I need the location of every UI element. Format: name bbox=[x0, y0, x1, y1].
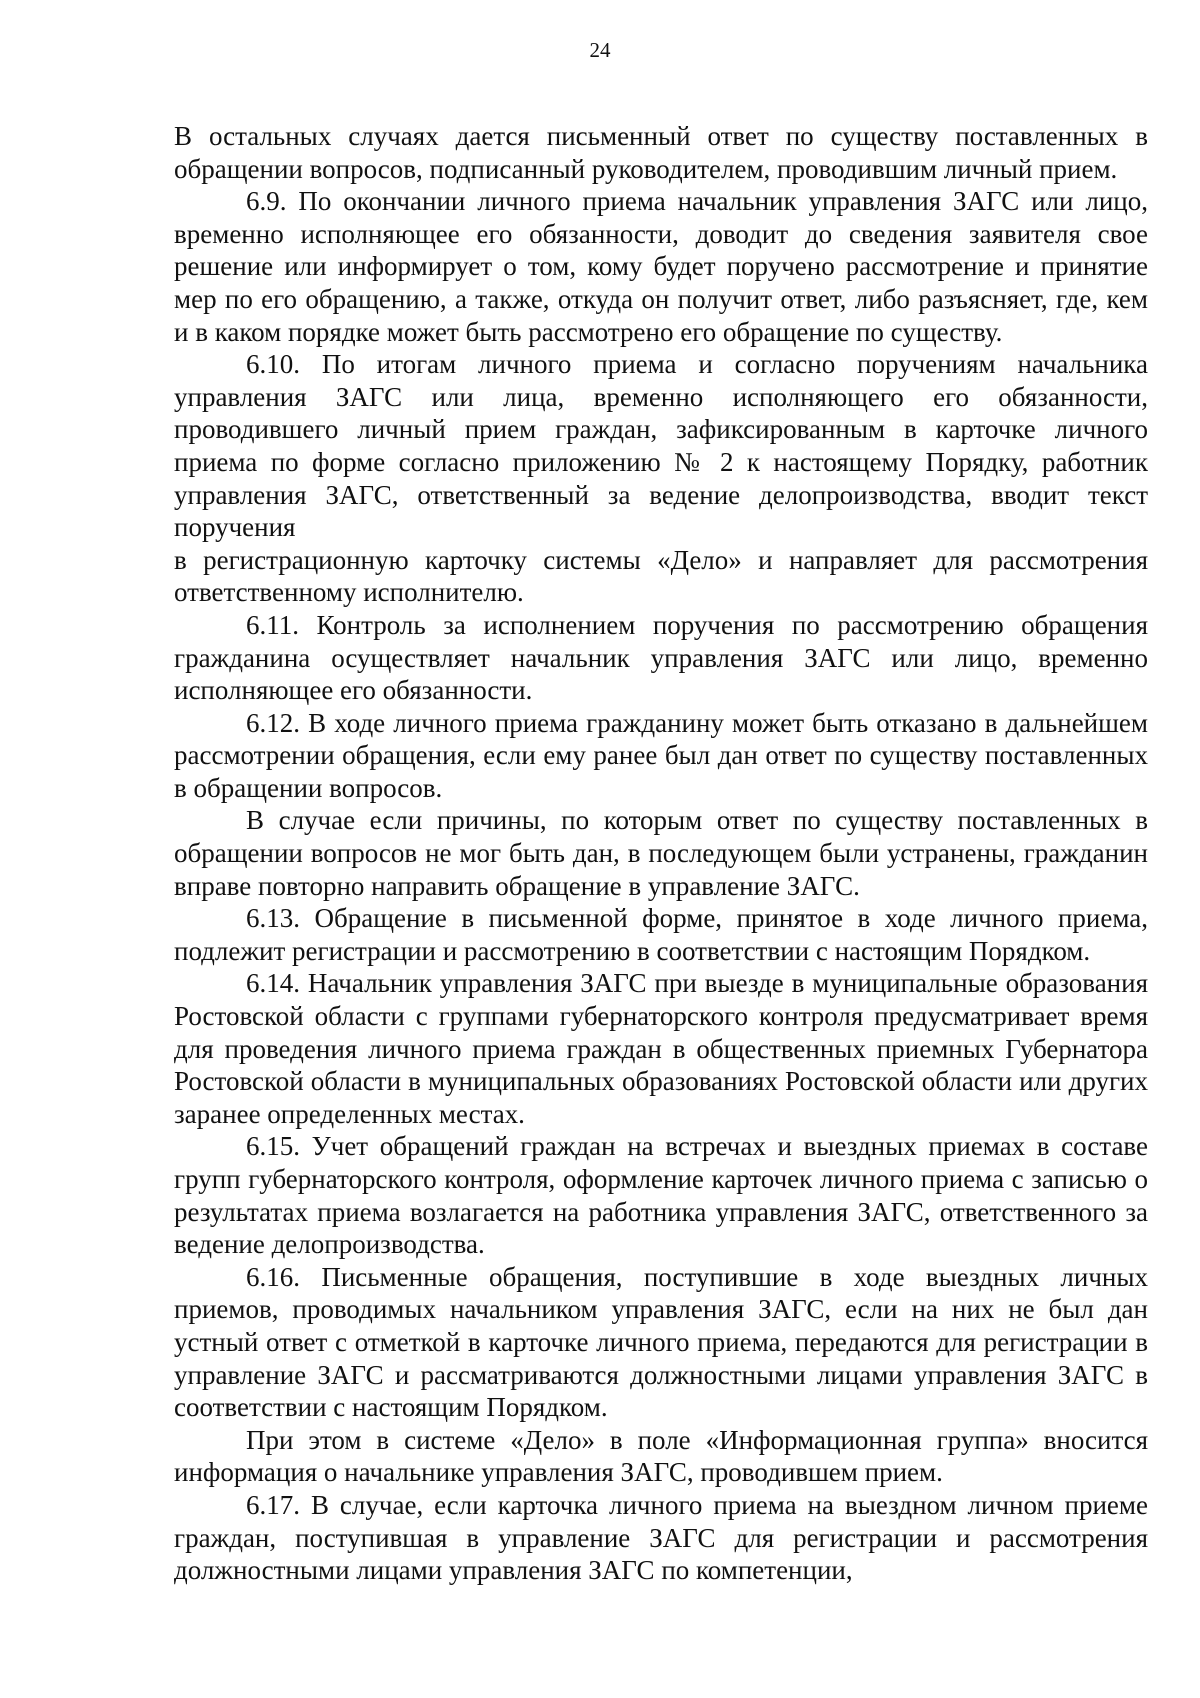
paragraph: При этом в системе «Дело» в поле «Информационная группа» вносится информация о начальнике управления ЗАГС, проводившем прием. bbox=[174, 1424, 1148, 1488]
paragraph: в регистрационную карточку системы «Дело» и направляет для рассмотрения ответственному исполнителю. bbox=[174, 544, 1148, 608]
paragraph-6-15: 6.15. Учет обращений граждан на встречах и выездных приемах в составе групп губернаторского контроля, оформление карточек личного приема с записью о результатах приема возлагается на работника управления ЗАГС, ответственного за ведение делопроизводства. bbox=[174, 1131, 1148, 1260]
paragraph: В остальных случаях дается письменный ответ по существу поставленных в обращении вопросов, подписанный руководителем, проводившим личный прием. bbox=[174, 121, 1148, 184]
page-number: 24 bbox=[589, 38, 611, 62]
paragraph-6-13: 6.13. Обращение в письменной форме, принятое в ходе личного приема, подлежит регистрации и рассмотрению в соответствии с настоящим Порядком. bbox=[174, 903, 1148, 966]
paragraph-6-9: 6.9. По окончании личного приема начальник управления ЗАГС или лицо, временно исполняющее его обязанности, доводит до сведения заявителя свое решение или информирует о том, кому будет поручено рассмотрение и принятие мер по его обращению, а также, откуда он получит ответ, либо разъясняет, где, кем и в каком порядке может быть рассмотрено его обращение по существу. bbox=[174, 186, 1148, 347]
paragraph-6-11: 6.11. Контроль за исполнением поручения по рассмотрению обращения гражданина осуществляет начальник управления ЗАГС или лицо, временно исполняющее его обязанности. bbox=[174, 609, 1148, 706]
paragraph-6-10: 6.10. По итогам личного приема и согласно поручениям начальника управления ЗАГС или лица, временно исполняющего его обязанности, проводившего личный прием граждан, зафиксированным в карточке личного приема по форме согласно приложению № 2 к настоящему Порядку, работник управления ЗАГС, ответственный за ведение делопроизводства, вводит текст поручения bbox=[174, 349, 1148, 543]
paragraph: В случае если причины, по которым ответ по существу поставленных в обращении вопросов не мог быть дан, в последующем были устранены, гражданин вправе повторно направить обращение в управление ЗАГС. bbox=[174, 805, 1148, 901]
paragraph-6-16: 6.16. Письменные обращения, поступившие в ходе выездных личных приемов, проводимых начальником управления ЗАГС, если на них не был дан устный ответ с отметкой в карточке личного приема, передаются для регистрации в управление ЗАГС и рассматриваются должностными лицами управления ЗАГС в соответствии с настоящим Порядком. bbox=[174, 1261, 1148, 1423]
document-body bbox=[174, 120, 1148, 1587]
paragraph-6-12: 6.12. В ходе личного приема гражданину может быть отказано в дальнейшем рассмотрении обращения, если ему ранее был дан ответ по существу поставленных в обращении вопросов. bbox=[174, 707, 1148, 803]
paragraph-6-14: 6.14. Начальник управления ЗАГС при выезде в муниципальные образования Ростовской области с группами губернаторского контроля предусматривает время для проведения личного приема граждан в общественных приемных Губернатора Ростовской области в муниципальных образованиях Ростовской области или других заранее определенных местах. bbox=[174, 968, 1148, 1129]
paragraph-6-17: 6.17. В случае, если карточка личного приема на выездном личном приеме граждан, поступившая в управление ЗАГС для регистрации и рассмотрения должностными лицами управления ЗАГС по компетенции, bbox=[174, 1489, 1148, 1586]
